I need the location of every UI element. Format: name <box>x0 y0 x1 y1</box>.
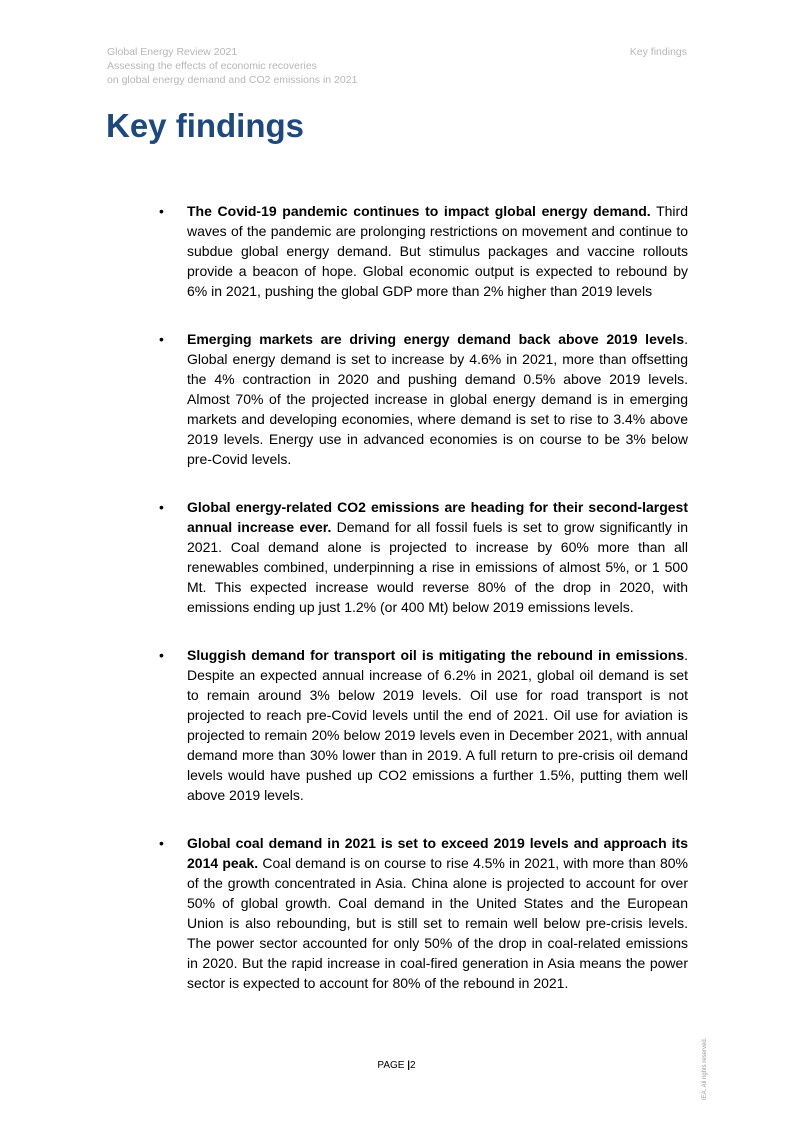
finding-item <box>159 645 688 805</box>
finding-lead: The Covid-19 pandemic continues to impact global energy demand. <box>187 203 651 219</box>
bullet-icon: • <box>159 331 164 347</box>
page-title: Key findings <box>106 107 305 144</box>
bullet-icon: • <box>159 203 164 219</box>
finding-lead: Global energy-related CO2 emissions are heading for their second-largest annual increase ever. <box>187 499 688 535</box>
finding-body: . Despite an expected annual increase of 6.2% in 2021, global oil demand is set to remain around 3% below 2019 levels. Oil use for road transport is not projected to reach pre-Covid levels until the end of 2021. Oil use for aviation is projected to remain 20% below 2019 levels even in December 2021, with annual demand more than 30% lower than in 2019. A full return to pre-crisis oil demand levels would have pushed up CO2 emissions a further 1.5%, putting them well above 2019 levels. <box>187 647 688 803</box>
finding-item <box>159 833 688 993</box>
finding-body: . Global energy demand is set to increase by 4.6% in 2021, more than offsetting the 4% contraction in 2020 and pushing demand 0.5% above 2019 levels. Almost 70% of the projected increase in global energy demand is in emerging markets and developing economies, where demand is set to rise to 3.4% above 2019 levels. Energy use in advanced economies is on course to be 3% below pre-Covid levels. <box>187 331 688 467</box>
page-number <box>0 1060 793 1071</box>
report-subtitle-line-2: on global energy demand and CO2 emissions in 2021 <box>107 74 358 86</box>
finding-item <box>159 201 688 301</box>
report-subtitle-line-1: Assessing the effects of economic recoveries <box>107 60 317 72</box>
report-title: Global Energy Review 2021 <box>107 46 238 58</box>
finding-body: Coal demand is on course to rise 4.5% in 2021, with more than 80% of the growth concentrated in Asia. China alone is projected to account for over 50% of global growth. Coal demand in the United States and the European Union is also rebounding, but is still set to remain well below pre-crisis levels. The power sector accounted for only 50% of the drop in coal-related emissions in 2020. But the rapid increase in coal-fired generation in Asia means the power sector is expected to account for 80% of the rebound in 2021. <box>187 855 688 991</box>
bullet-icon: • <box>159 647 164 663</box>
section-label: Key findings <box>629 46 687 58</box>
bullet-icon: • <box>159 835 164 851</box>
running-header <box>107 45 357 87</box>
finding-lead: Emerging markets are driving energy demand back above 2019 levels <box>187 331 685 347</box>
finding-body: Demand for all fossil fuels is set to grow significantly in 2021. Coal demand alone is projected to increase by 60% more than all renewables combined, underpinning a rise in emissions of almost 5%, or 1 500 Mt. This expected increase would reverse 80% of the drop in 2020, with emissions ending up just 1.2% (or 400 Mt) below 2019 emissions levels. <box>187 519 688 615</box>
bullet-icon: • <box>159 499 164 515</box>
finding-item <box>159 329 688 469</box>
page-separator: | <box>407 1060 411 1071</box>
finding-lead: Sluggish demand for transport oil is mitigating the rebound in emissions <box>187 647 685 663</box>
finding-item <box>159 497 688 617</box>
finding-lead: Global coal demand in 2021 is set to exceed 2019 levels and approach its 2014 peak. <box>187 835 688 871</box>
finding-body: Third waves of the pandemic are prolonging restrictions on movement and continue to subdue global energy demand. But stimulus packages and vaccine rollouts provide a beacon of hope. Global economic output is expected to rebound by 6% in 2021, pushing the global GDP more than 2% higher than 2019 levels <box>187 203 688 299</box>
key-findings-list <box>159 201 688 1021</box>
copyright-notice: IEA. All rights reserved. <box>702 1037 708 1100</box>
page-label: PAGE <box>377 1060 405 1071</box>
page-number-value: 2 <box>410 1060 416 1071</box>
